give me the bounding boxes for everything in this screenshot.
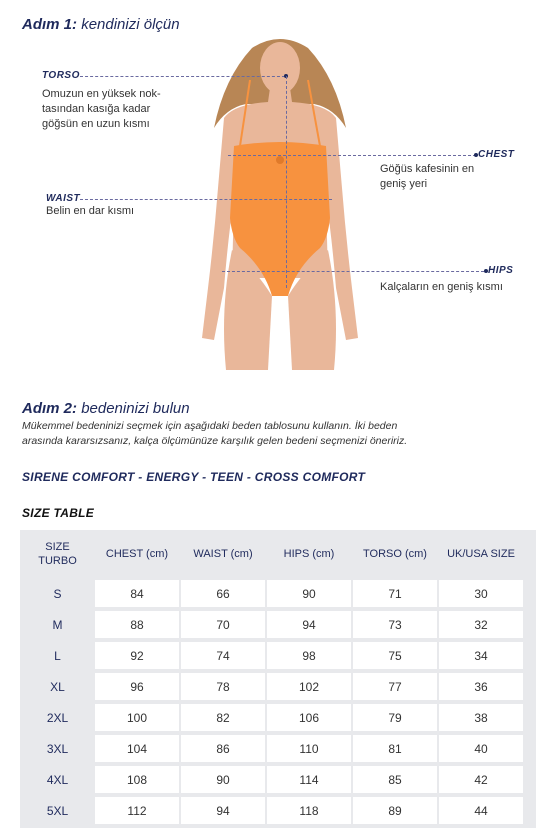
table-cell: 104 — [95, 735, 179, 762]
table-cell: 98 — [267, 642, 351, 669]
step1-prefix: Adım 1: — [22, 16, 78, 33]
table-cell: 71 — [353, 580, 437, 607]
column-header: WAIST (cm) — [193, 548, 253, 560]
table-cell: 108 — [95, 766, 179, 793]
table-cell: 44 — [439, 797, 523, 824]
torso-vertical-line — [286, 76, 287, 288]
size-row-label: 5XL — [46, 803, 69, 818]
table-cell: 89 — [353, 797, 437, 824]
size-row-label: 2XL — [46, 710, 69, 725]
table-cell: 42 — [439, 766, 523, 793]
table-cell: 94 — [267, 611, 351, 638]
waist-label: WAIST — [46, 193, 81, 204]
hips-dot — [484, 269, 488, 273]
size-row-label: 4XL — [46, 772, 69, 787]
step1-text: kendinizi ölçün — [81, 16, 180, 33]
column-header: CHEST (cm) — [105, 548, 169, 560]
size-row-label: S — [53, 586, 62, 601]
table-cell: 85 — [353, 766, 437, 793]
table-cell: 118 — [267, 797, 351, 824]
brand-logo-icon — [276, 156, 284, 164]
table-cell: 90 — [267, 580, 351, 607]
table-cell: 78 — [181, 673, 265, 700]
table-cell: 70 — [181, 611, 265, 638]
hips-line — [222, 271, 484, 272]
table-cell: 82 — [181, 704, 265, 731]
chest-label: CHEST — [478, 149, 515, 160]
table-cell: 88 — [95, 611, 179, 638]
table-cell: 94 — [181, 797, 265, 824]
torso-description: Omuzun en yüksek nok- tasından kasığa kadar göğsün en uzun kısmı — [42, 88, 161, 130]
waist-line — [80, 199, 332, 200]
table-cell: 90 — [181, 766, 265, 793]
waist-description: Belin en dar kısmı — [46, 205, 135, 217]
table-cell: 34 — [439, 642, 523, 669]
size-row-label: M — [52, 617, 63, 632]
table-cell: 102 — [267, 673, 351, 700]
table-cell: 73 — [353, 611, 437, 638]
table-cell: 114 — [267, 766, 351, 793]
torso-label: TORSO — [42, 70, 80, 81]
model-photo — [196, 38, 364, 370]
chest-line — [228, 155, 476, 156]
table-cell: 86 — [181, 735, 265, 762]
step2-text: bedeninizi bulun — [81, 400, 190, 417]
size-table-heading: SIZE TABLE — [22, 506, 95, 520]
table-cell: 110 — [267, 735, 351, 762]
table-cell: 81 — [353, 735, 437, 762]
table-cell: 92 — [95, 642, 179, 669]
size-column-header: SIZE TURBO — [38, 541, 77, 567]
step2-prefix: Adım 2: — [22, 400, 78, 417]
table-cell: 36 — [439, 673, 523, 700]
intro-text: Mükemmel bedeninizi seçmek için aşağıdaki beden tablosunu kullanın. İki beden arasında kararsızsanız, kalça ölçümünüze karşılık gelen bedeni seçmenizi öneririz. — [22, 420, 408, 447]
chest-description: Göğüs kafesinin en geniş yeri — [380, 163, 475, 190]
hips-label: HIPS — [488, 265, 514, 276]
step2-title — [22, 400, 190, 417]
hips-description: Kalçaların en geniş kısmı — [380, 281, 503, 293]
table-cell: 38 — [439, 704, 523, 731]
torso-line — [80, 76, 285, 77]
table-cell: 30 — [439, 580, 523, 607]
table-cell: 112 — [95, 797, 179, 824]
model-list: SIRENE COMFORT - ENERGY - TEEN - CROSS COMFORT — [22, 470, 366, 484]
table-cell: 106 — [267, 704, 351, 731]
chest-dot — [474, 153, 478, 157]
step1-title — [22, 16, 180, 33]
table-cell: 32 — [439, 611, 523, 638]
size-row-label: L — [54, 648, 61, 663]
table-cell: 79 — [353, 704, 437, 731]
table-cell: 96 — [95, 673, 179, 700]
size-row-label: 3XL — [46, 741, 69, 756]
table-cell: 75 — [353, 642, 437, 669]
column-header: UK/USA SIZE — [447, 548, 515, 560]
size-row-label: XL — [50, 679, 65, 694]
column-header: HIPS (cm) — [283, 548, 335, 560]
table-cell: 74 — [181, 642, 265, 669]
column-header: TORSO (cm) — [363, 548, 427, 560]
table-cell: 40 — [439, 735, 523, 762]
table-cell: 100 — [95, 704, 179, 731]
table-cell: 84 — [95, 580, 179, 607]
table-cell: 77 — [353, 673, 437, 700]
size-table — [20, 530, 536, 828]
table-cell: 66 — [181, 580, 265, 607]
